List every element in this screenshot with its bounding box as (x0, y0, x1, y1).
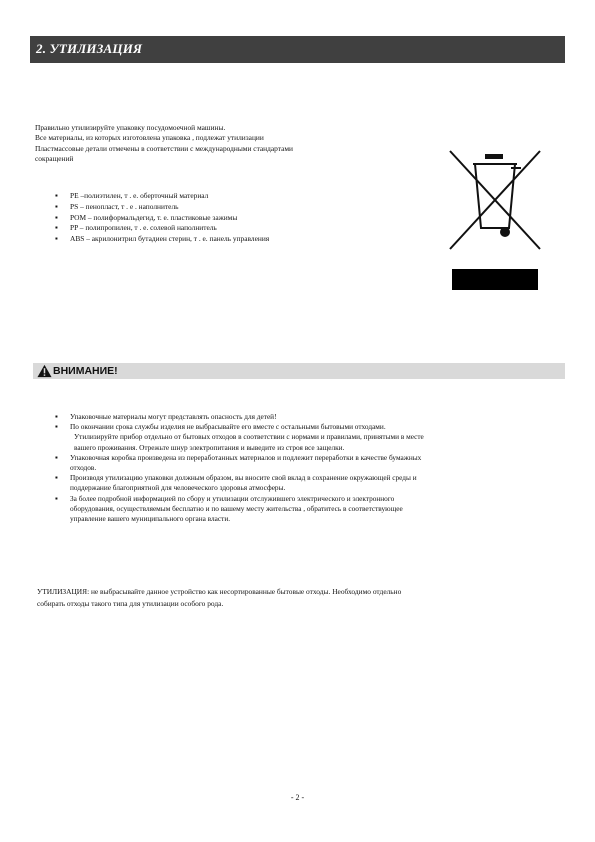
warning-triangle-icon (37, 364, 52, 378)
disposal-note-line: УТИЛИЗАЦИЯ: не выбрасывайте данное устройство как несортированные бытовые отходы. Необходимо отдельно (37, 587, 402, 596)
intro-paragraph (35, 123, 395, 164)
intro-line: Все материалы, из которых изготовлена упаковка , подлежат утилизации (35, 133, 264, 143)
disposal-note-line: собирать отходы такого типа для утилизации особого рода. (37, 598, 224, 608)
intro-line: Правильно утилизируйте упаковку посудомоечной машины. (35, 123, 226, 132)
materials-list-item: ▪ PE –полиэтилен, т . е. оберточный материал (55, 191, 385, 202)
warning-title: ВНИМАНИЕ! (53, 365, 118, 377)
disposal-note (37, 586, 557, 609)
warnings-list-item: ▪ Упаковочные материалы могут представлять опасность для детей! (70, 412, 560, 422)
warnings-list (70, 412, 560, 524)
warnings-list-item-continuation: отходов. (70, 463, 97, 473)
weee-black-bar (452, 269, 538, 290)
warning-header-bar (33, 363, 565, 379)
crossed-out-wheelie-bin-icon (445, 146, 545, 254)
intro-line: Пластмассовые детали отмечены в соответствии с международными стандартами (35, 143, 293, 153)
warnings-list-item: ▪ Производя утилизацию упаковки должным образом, вы вносите свой вклад в сохранение окружающей среды и (70, 473, 560, 483)
section-title: 2. УТИЛИЗАЦИЯ (36, 41, 143, 56)
warnings-list-item-continuation: поддержание благоприятной для человеческого здоровья атмосферы. (70, 483, 286, 493)
materials-list-item: ▪ POM – полиформальдегид, т. е. пластиковые зажимы (55, 213, 385, 224)
materials-list (55, 191, 385, 245)
section-header-bar (30, 36, 565, 63)
warnings-list-item: ▪ За более подробной информацией по сбору и утилизации отслужившего электрического и электронного (70, 494, 560, 504)
materials-list-item: ▪ PP – полипропилен, т . е. солевой наполнитель (55, 223, 385, 234)
warnings-list-item-continuation: вашего проживания. Отрежьте шнур электропитания и выведите из строя все защелки. (74, 442, 345, 452)
warnings-list-item: ▪ По окончании срока службы изделия не выбрасывайте его вместе с остальными бытовыми отходами. (70, 422, 560, 432)
warnings-list-item-continuation: оборудования, осуществляемым бесплатно и по вашему месту жительства , обратитесь в соответствующее (70, 503, 403, 513)
intro-line: сокращений (35, 153, 74, 163)
materials-list-item: ▪ PS – пенопласт, т . е . наполнитель (55, 202, 385, 213)
warnings-list-item: ▪ Упаковочная коробка произведена из переработанных материалов и подлежит переработки в качестве бумажных (70, 453, 560, 463)
warnings-list-item-continuation: Утилизируйте прибор отдельно от бытовых отходов в соответствии с нормами и правилами, принятыми в месте (74, 432, 424, 442)
warnings-list-item-continuation: управление вашего муниципального органа власти. (70, 514, 231, 524)
materials-list-item: ▪ ABS – акрилонитрил бутадиен стерин, т . е. панель управления (55, 234, 385, 245)
page-number: - 2 - (290, 793, 305, 802)
